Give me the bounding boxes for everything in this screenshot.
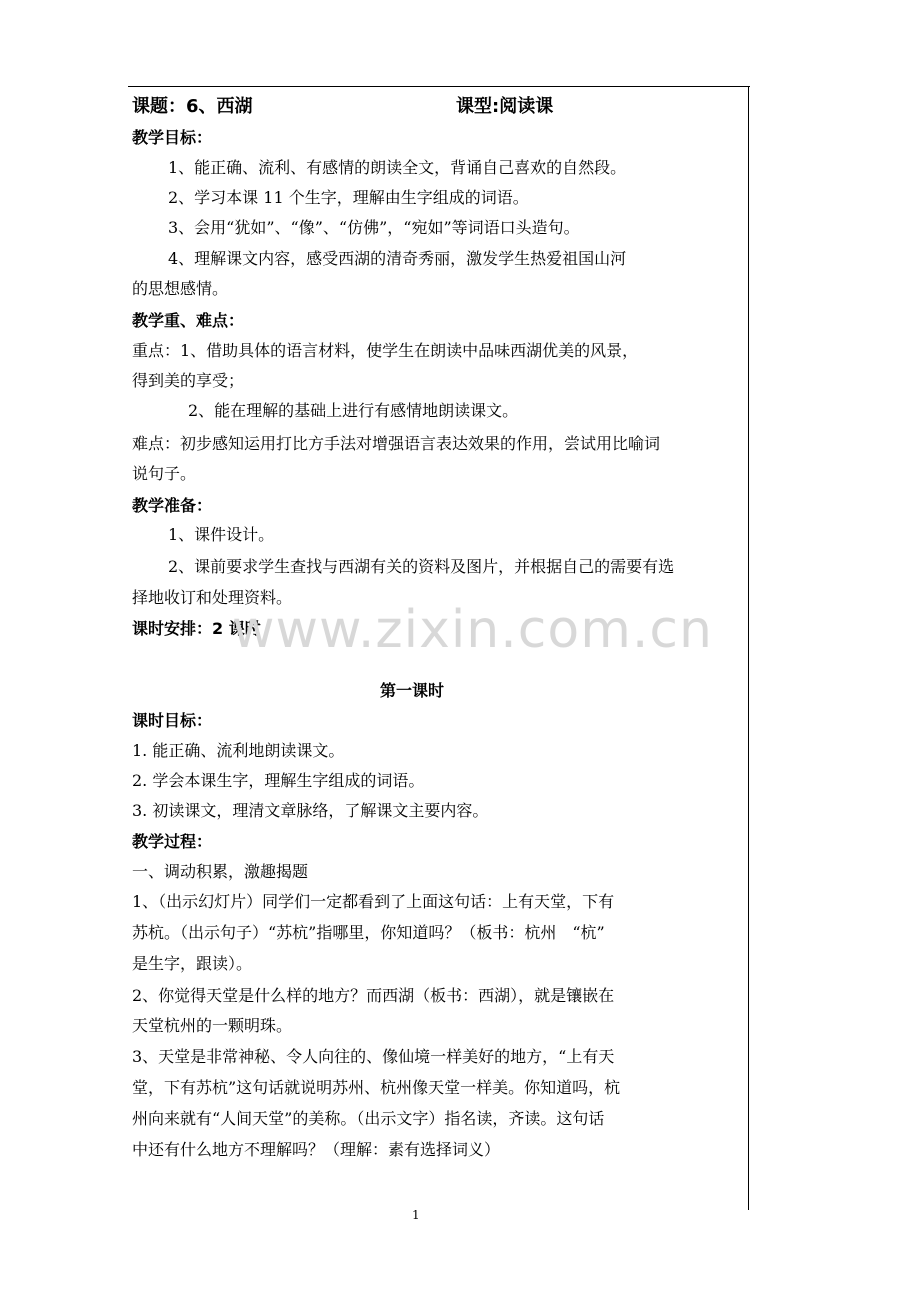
key-points-heading: 教学重、难点： xyxy=(132,311,245,330)
step1-title: 一、调动积累，激趣揭题 xyxy=(132,862,309,881)
process-heading: 教学过程： xyxy=(132,832,213,851)
paragraph-2-line2: 天堂杭州的一颗明珠。 xyxy=(132,1016,293,1035)
paragraph-3-line4: 中还有什么地方不理解吗？（理解：素有选择词义） xyxy=(132,1140,501,1159)
difficulty-line1: 难点：初步感知运用打比方手法对增强语言表达效果的作用，尝试用比喻词 xyxy=(132,434,661,453)
right-border-line xyxy=(748,86,749,1210)
paragraph-1-line3: 是生字，跟读）。 xyxy=(132,954,253,973)
focus-line1: 重点：1、借助具体的语言材料，使学生在朗读中品味西湖优美的风景， xyxy=(132,341,639,360)
preparation-item-2-line2: 择地收订和处理资料。 xyxy=(132,588,293,607)
lesson-goal-3: 3. 初读课文，理清文章脉络，了解课文主要内容。 xyxy=(132,801,489,820)
schedule-text: 课时安排：2 课时 xyxy=(132,619,261,638)
paragraph-3-line3: 州向来就有“人间天堂”的美称。（出示文字）指名读，齐读。这句话 xyxy=(132,1109,605,1128)
lesson-type: 课型:阅读课 xyxy=(456,96,554,117)
lesson-goal-1: 1. 能正确、流利地朗读课文。 xyxy=(132,741,345,760)
lesson-goal-2: 2. 学会本课生字，理解生字组成的词语。 xyxy=(132,771,425,790)
objectives-heading: 教学目标： xyxy=(132,128,213,147)
paragraph-3-line2: 堂，下有苏杭”这句话就说明苏州、杭州像天堂一样美。你知道吗，杭 xyxy=(132,1078,621,1097)
preparation-item-1: 1、课件设计。 xyxy=(168,525,275,544)
difficulty-line2: 说句子。 xyxy=(132,464,197,483)
page-number: 1 xyxy=(412,1208,420,1222)
paragraph-1-line1: 1、（出示幻灯片）同学们一定都看到了上面这句话：上有天堂，下有 xyxy=(132,892,615,911)
watermark-text: www.zixin.com.cn xyxy=(232,600,713,660)
paragraph-1-line2: 苏杭。（出示句子）“苏杭”指哪里，你知道吗？（板书：杭州 “杭” xyxy=(132,923,605,942)
lesson-goals-heading: 课时目标： xyxy=(132,711,213,730)
paragraph-2-line1: 2、你觉得天堂是什么样的地方？而西湖（板书：西湖），就是镶嵌在 xyxy=(132,986,615,1005)
lesson-title: 课题：6、西湖 xyxy=(132,96,253,117)
focus-item-2: 2、能在理解的基础上进行有感情地朗读课文。 xyxy=(188,401,519,420)
objective-item-3: 3、会用“犹如”、“像”、“仿佛”，“宛如”等词语口头造句。 xyxy=(168,218,580,237)
first-lesson-title: 第一课时 xyxy=(380,681,445,700)
objective-item-1: 1、能正确、流利、有感情的朗读全文，背诵自己喜欢的自然段。 xyxy=(168,158,627,177)
objective-item-4-line2: 的思想感情。 xyxy=(132,279,229,298)
preparation-heading: 教学准备： xyxy=(132,496,213,515)
top-border-line xyxy=(128,86,750,87)
preparation-item-2-line1: 2、课前要求学生查找与西湖有关的资料及图片，并根据自己的需要有选 xyxy=(168,557,675,576)
objective-item-4-line1: 4、理解课文内容，感受西湖的清奇秀丽，激发学生热爱祖国山河 xyxy=(168,249,627,268)
objective-item-2: 2、学习本课 11 个生字，理解由生字组成的词语。 xyxy=(168,188,529,207)
focus-line2: 得到美的享受； xyxy=(132,371,245,390)
paragraph-3-line1: 3、天堂是非常神秘、令人向往的、像仙境一样美好的地方，“上有天 xyxy=(132,1047,615,1066)
